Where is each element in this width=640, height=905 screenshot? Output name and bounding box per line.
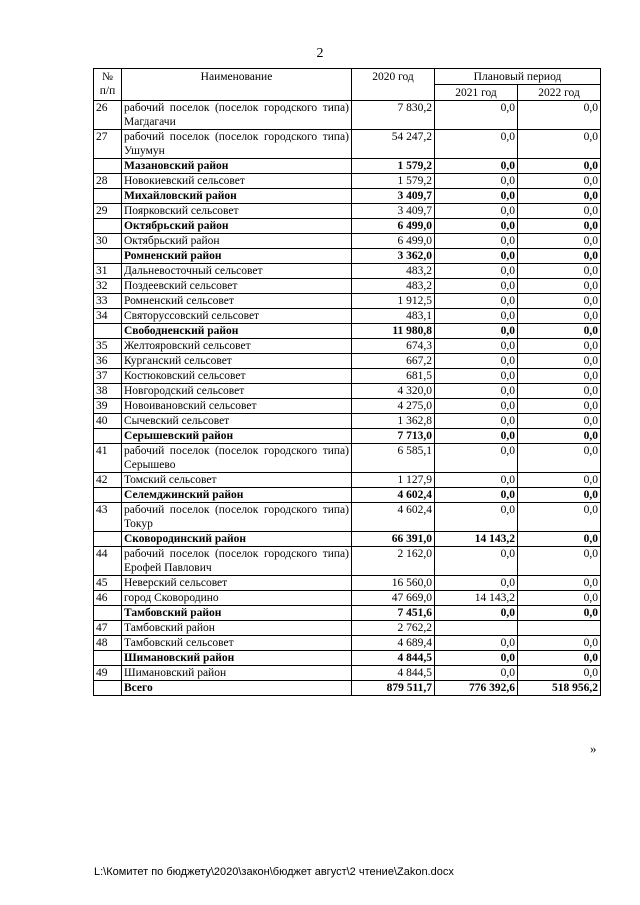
table-row: [94, 264, 601, 279]
row-name: Сычевский сельсовет: [122, 414, 352, 429]
row-number: 47: [94, 621, 122, 636]
row-name: Поздеевский сельсовет: [122, 279, 352, 294]
table-row: [94, 636, 601, 651]
value-2022: 0,0: [518, 189, 601, 204]
value-2021: 0,0: [435, 473, 518, 488]
district-row: [94, 189, 601, 204]
row-number: 42: [94, 473, 122, 488]
row-name: Курганский сельсовет: [122, 354, 352, 369]
value-2021: [435, 621, 518, 636]
value-2021: 0,0: [435, 294, 518, 309]
row-name: Селемджинский район: [122, 488, 352, 503]
district-row: [94, 532, 601, 547]
row-number: 32: [94, 279, 122, 294]
row-name: Шимановский район: [122, 651, 352, 666]
value-2022: 0,0: [518, 429, 601, 444]
value-2020: 6 585,1: [352, 444, 435, 473]
value-2020: 1 912,5: [352, 294, 435, 309]
row-number: 40: [94, 414, 122, 429]
row-name: рабочий поселок (поселок городского типа) Токур: [122, 503, 352, 532]
district-row: [94, 651, 601, 666]
row-number: [94, 429, 122, 444]
value-2020: 4 602,4: [352, 503, 435, 532]
value-2022: [518, 621, 601, 636]
header-num-line1: №: [102, 71, 113, 83]
value-2022: 0,0: [518, 234, 601, 249]
row-number: 26: [94, 101, 122, 130]
value-2020: 6 499,0: [352, 234, 435, 249]
value-2020: 2 162,0: [352, 547, 435, 576]
value-2021: 0,0: [435, 384, 518, 399]
value-2021: 0,0: [435, 606, 518, 621]
value-2022: 0,0: [518, 473, 601, 488]
row-name: Дальневосточный сельсовет: [122, 264, 352, 279]
row-number: 35: [94, 339, 122, 354]
value-2020: 2 762,2: [352, 621, 435, 636]
row-name: рабочий поселок (поселок городского типа) Ерофей Павлович: [122, 547, 352, 576]
value-2022: 0,0: [518, 159, 601, 174]
row-name: Новгородский сельсовет: [122, 384, 352, 399]
table-row: [94, 666, 601, 681]
row-name: Шимановский район: [122, 666, 352, 681]
header-num: [94, 69, 122, 101]
value-2022: 0,0: [518, 130, 601, 159]
row-name: рабочий поселок (поселок городского типа) Магдагачи: [122, 101, 352, 130]
value-2020: 6 499,0: [352, 219, 435, 234]
value-2022: 0,0: [518, 666, 601, 681]
row-number: 45: [94, 576, 122, 591]
value-2020: 674,3: [352, 339, 435, 354]
table-row: [94, 621, 601, 636]
table-row: [94, 339, 601, 354]
value-2022: 0,0: [518, 174, 601, 189]
row-number: 43: [94, 503, 122, 532]
row-number: 48: [94, 636, 122, 651]
row-name: Тамбовский район: [122, 621, 352, 636]
row-number: [94, 219, 122, 234]
value-2021: 0,0: [435, 636, 518, 651]
value-2021: 0,0: [435, 414, 518, 429]
district-row: [94, 219, 601, 234]
value-2022: 0,0: [518, 264, 601, 279]
value-2021: 0,0: [435, 488, 518, 503]
footer-file-path: L:\Комитет по бюджету\2020\закон\бюджет август\2 чтение\Zakon.docx: [94, 866, 454, 878]
value-2022: 0,0: [518, 294, 601, 309]
value-2020: 667,2: [352, 354, 435, 369]
value-2022: 0,0: [518, 101, 601, 130]
table-row: [94, 414, 601, 429]
table-body: [94, 101, 601, 696]
value-2021: 0,0: [435, 547, 518, 576]
table-row: [94, 234, 601, 249]
row-name: Сковородинский район: [122, 532, 352, 547]
value-2022: 0,0: [518, 488, 601, 503]
row-name: рабочий поселок (поселок городского типа) Ушумун: [122, 130, 352, 159]
value-2021: 0,0: [435, 429, 518, 444]
row-number: [94, 249, 122, 264]
value-2022: 0,0: [518, 414, 601, 429]
value-2020: 11 980,8: [352, 324, 435, 339]
value-2020: 7 451,6: [352, 606, 435, 621]
header-row-1: [94, 69, 601, 85]
value-2021: 14 143,2: [435, 532, 518, 547]
value-2022: 0,0: [518, 324, 601, 339]
table-row: [94, 576, 601, 591]
value-2020: 879 511,7: [352, 681, 435, 696]
row-number: 44: [94, 547, 122, 576]
district-row: [94, 324, 601, 339]
table-row: [94, 130, 601, 159]
value-2020: 483,1: [352, 309, 435, 324]
value-2022: 0,0: [518, 399, 601, 414]
row-name: рабочий поселок (поселок городского типа) Серышево: [122, 444, 352, 473]
value-2021: 0,0: [435, 324, 518, 339]
page-number: 2: [316, 46, 324, 61]
district-row: [94, 429, 601, 444]
value-2022: 0,0: [518, 606, 601, 621]
row-name: город Сковородино: [122, 591, 352, 606]
value-2022: 0,0: [518, 547, 601, 576]
row-name: Новоивановский сельсовет: [122, 399, 352, 414]
district-row: [94, 159, 601, 174]
table-row: [94, 444, 601, 473]
value-2020: 3 362,0: [352, 249, 435, 264]
table-row: [94, 309, 601, 324]
value-2021: 0,0: [435, 219, 518, 234]
row-number: 36: [94, 354, 122, 369]
value-2021: 0,0: [435, 339, 518, 354]
row-name: Желтояровский сельсовет: [122, 339, 352, 354]
budget-table: [93, 68, 601, 696]
table-row: [94, 399, 601, 414]
value-2020: 7 713,0: [352, 429, 435, 444]
value-2020: 1 362,8: [352, 414, 435, 429]
header-2021: 2021 год: [435, 85, 518, 101]
row-name: Тамбовский район: [122, 606, 352, 621]
value-2022: 0,0: [518, 636, 601, 651]
value-2022: 0,0: [518, 532, 601, 547]
value-2021: 0,0: [435, 174, 518, 189]
total-row: [94, 681, 601, 696]
value-2021: 0,0: [435, 354, 518, 369]
value-2021: 0,0: [435, 666, 518, 681]
row-number: [94, 189, 122, 204]
row-number: [94, 159, 122, 174]
value-2022: 0,0: [518, 384, 601, 399]
value-2020: 681,5: [352, 369, 435, 384]
value-2020: 3 409,7: [352, 204, 435, 219]
table-row: [94, 294, 601, 309]
row-name: Октябрьский район: [122, 219, 352, 234]
row-number: 46: [94, 591, 122, 606]
row-name: Михайловский район: [122, 189, 352, 204]
value-2020: 3 409,7: [352, 189, 435, 204]
row-number: [94, 488, 122, 503]
value-2020: 483,2: [352, 279, 435, 294]
row-number: 33: [94, 294, 122, 309]
value-2021: 0,0: [435, 651, 518, 666]
value-2021: 0,0: [435, 189, 518, 204]
row-name: Поярковский сельсовет: [122, 204, 352, 219]
value-2020: 1 579,2: [352, 174, 435, 189]
row-number: 28: [94, 174, 122, 189]
value-2022: 0,0: [518, 309, 601, 324]
row-name: Святоруссовский сельсовет: [122, 309, 352, 324]
value-2021: 0,0: [435, 264, 518, 279]
value-2022: 0,0: [518, 279, 601, 294]
value-2021: 0,0: [435, 279, 518, 294]
value-2020: 66 391,0: [352, 532, 435, 547]
value-2020: 1 579,2: [352, 159, 435, 174]
value-2020: 7 830,2: [352, 101, 435, 130]
row-name: Неверский сельсовет: [122, 576, 352, 591]
value-2020: 483,2: [352, 264, 435, 279]
row-number: 37: [94, 369, 122, 384]
value-2021: 0,0: [435, 234, 518, 249]
row-number: [94, 651, 122, 666]
row-name: Тамбовский сельсовет: [122, 636, 352, 651]
value-2021: 0,0: [435, 309, 518, 324]
value-2020: 16 560,0: [352, 576, 435, 591]
row-name: Костюковский сельсовет: [122, 369, 352, 384]
header-plan-period: Плановый период: [435, 69, 601, 85]
row-number: 38: [94, 384, 122, 399]
value-2022: 0,0: [518, 339, 601, 354]
table-row: [94, 503, 601, 532]
value-2022: 0,0: [518, 651, 601, 666]
value-2022: 0,0: [518, 204, 601, 219]
header-num-line2: п/п: [99, 85, 116, 97]
row-name: Ромненский район: [122, 249, 352, 264]
table-header: [94, 69, 601, 101]
value-2022: 0,0: [518, 219, 601, 234]
row-name: Томский сельсовет: [122, 473, 352, 488]
closing-quote-mark: »: [590, 741, 597, 756]
value-2021: 0,0: [435, 130, 518, 159]
row-name: Новокиевский сельсовет: [122, 174, 352, 189]
value-2020: 54 247,2: [352, 130, 435, 159]
table-row: [94, 473, 601, 488]
row-name: Ромненский сельсовет: [122, 294, 352, 309]
row-number: 41: [94, 444, 122, 473]
value-2020: 4 689,4: [352, 636, 435, 651]
row-name: Свободненский район: [122, 324, 352, 339]
value-2021: 776 392,6: [435, 681, 518, 696]
value-2020: 4 844,5: [352, 666, 435, 681]
value-2020: 47 669,0: [352, 591, 435, 606]
row-number: 34: [94, 309, 122, 324]
table-row: [94, 174, 601, 189]
district-row: [94, 488, 601, 503]
value-2022: 0,0: [518, 249, 601, 264]
header-2022: 2022 год: [518, 85, 601, 101]
row-name: Октябрьский район: [122, 234, 352, 249]
value-2020: 4 602,4: [352, 488, 435, 503]
table-row: [94, 204, 601, 219]
row-number: [94, 324, 122, 339]
row-number: 30: [94, 234, 122, 249]
table-row: [94, 547, 601, 576]
header-name: Наименование: [122, 69, 352, 101]
value-2020: 1 127,9: [352, 473, 435, 488]
value-2020: 4 275,0: [352, 399, 435, 414]
table-row: [94, 384, 601, 399]
table-row: [94, 101, 601, 130]
row-number: [94, 606, 122, 621]
row-number: 27: [94, 130, 122, 159]
district-row: [94, 606, 601, 621]
value-2021: 0,0: [435, 101, 518, 130]
row-number: 31: [94, 264, 122, 279]
value-2022: 0,0: [518, 576, 601, 591]
table-row: [94, 279, 601, 294]
value-2020: 4 320,0: [352, 384, 435, 399]
table-row: [94, 591, 601, 606]
value-2020: 4 844,5: [352, 651, 435, 666]
value-2022: 0,0: [518, 503, 601, 532]
value-2022: 0,0: [518, 444, 601, 473]
value-2022: 0,0: [518, 369, 601, 384]
value-2021: 0,0: [435, 369, 518, 384]
header-2020: 2020 год: [352, 69, 435, 101]
row-number: 39: [94, 399, 122, 414]
value-2022: 0,0: [518, 591, 601, 606]
value-2021: 0,0: [435, 444, 518, 473]
row-number: [94, 532, 122, 547]
value-2021: 0,0: [435, 503, 518, 532]
row-name: Всего: [122, 681, 352, 696]
value-2021: 0,0: [435, 159, 518, 174]
value-2021: 0,0: [435, 576, 518, 591]
row-number: 49: [94, 666, 122, 681]
row-number: 29: [94, 204, 122, 219]
table-row: [94, 354, 601, 369]
district-row: [94, 249, 601, 264]
value-2021: 0,0: [435, 399, 518, 414]
row-number: [94, 681, 122, 696]
row-name: Мазановский район: [122, 159, 352, 174]
row-name: Серышевский район: [122, 429, 352, 444]
value-2022: 0,0: [518, 354, 601, 369]
value-2021: 14 143,2: [435, 591, 518, 606]
value-2021: 0,0: [435, 204, 518, 219]
value-2022: 518 956,2: [518, 681, 601, 696]
table-row: [94, 369, 601, 384]
value-2021: 0,0: [435, 249, 518, 264]
